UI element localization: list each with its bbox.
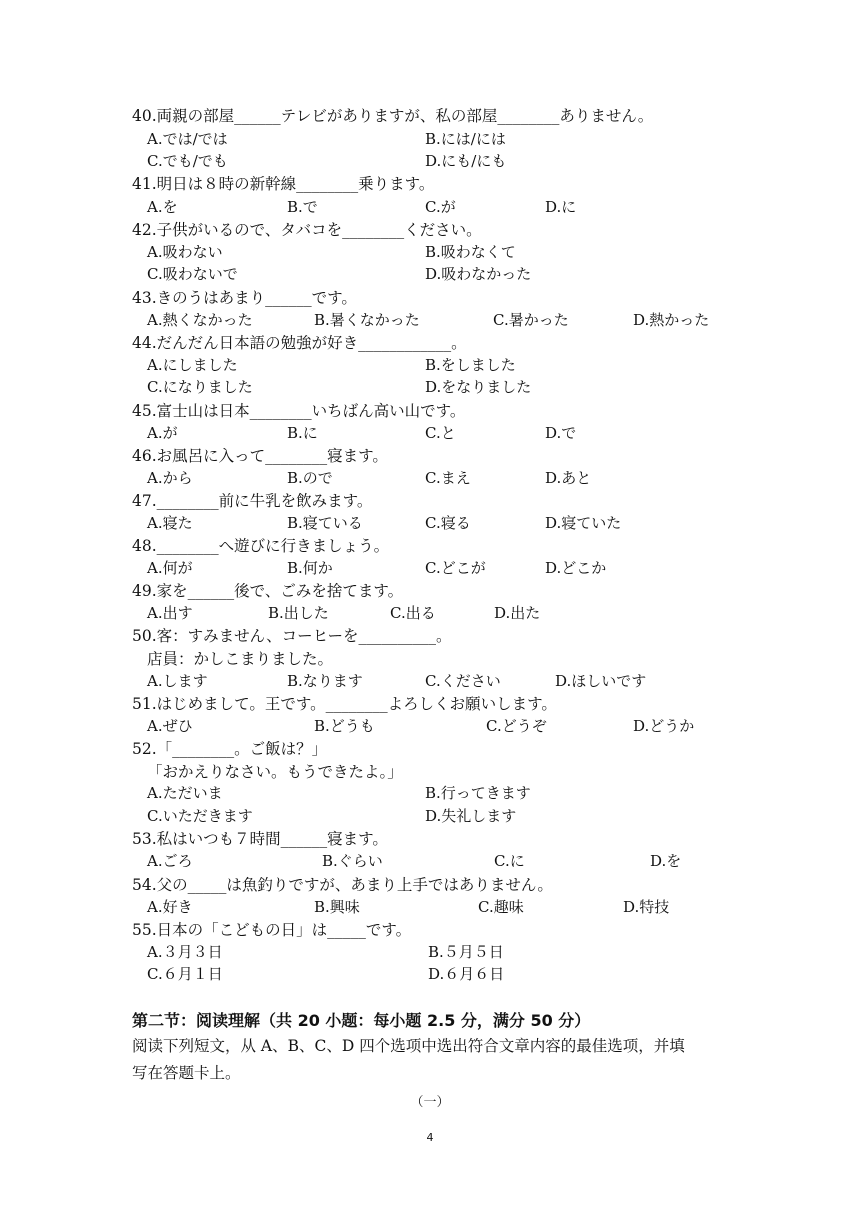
- question-52-option-a: A.ただいま: [147, 784, 223, 802]
- question-41-option-c: C.が: [425, 198, 456, 216]
- question-52-option-d: D.失礼します: [425, 807, 517, 825]
- question-53-option-b: B.ぐらい: [322, 852, 383, 870]
- question-43-option-b: B.暑くなかった: [314, 311, 420, 329]
- question-49-option-c: C.出る: [390, 604, 436, 622]
- question-40-option-b: B.には/には: [425, 130, 506, 148]
- section-2-instruction-line-1: 阅读下列短文，从 A、B、C、D 四个选项中选出符合文章内容的最佳选项，并填: [132, 1037, 685, 1055]
- passage-label: （一）: [410, 1095, 450, 1110]
- question-54-option-a: A.好き: [147, 898, 193, 916]
- question-50-option-a: A.します: [147, 672, 208, 690]
- question-49-stem: 49.家を______後で、ごみを捨てます。: [132, 582, 404, 600]
- question-54-option-b: B.興味: [314, 898, 360, 916]
- question-43-option-d: D.熱かった: [633, 311, 710, 329]
- question-53-option-c: C.に: [494, 852, 525, 870]
- question-47-stem: 47.________前に牛乳を飲みます。: [132, 492, 373, 510]
- question-52-stem: 52.「________。ご飯は？」: [132, 740, 328, 758]
- question-45-option-c: C.と: [425, 424, 456, 442]
- question-50-option-b: B.なります: [287, 672, 363, 690]
- section-2-instruction-line-2: 写在答题卡上。: [132, 1064, 241, 1082]
- question-50-option-c: C.ください: [425, 672, 501, 690]
- question-54-option-c: C.趣味: [478, 898, 524, 916]
- question-52-option-b: B.行ってきます: [425, 784, 531, 802]
- question-46-stem: 46.お風呂に入って________寝ます。: [132, 447, 388, 465]
- question-47-option-b: B.寝ている: [287, 514, 363, 532]
- question-44-stem: 44.だんだん日本語の勉強が好き____________。: [132, 334, 467, 352]
- question-42-option-a: A.吸わない: [147, 243, 223, 261]
- question-51-option-b: B.どうも: [314, 717, 375, 735]
- question-55-option-b: B.５月５日: [428, 943, 504, 961]
- question-44-option-a: A.にしました: [147, 356, 238, 374]
- question-50-option-d: D.ほしいです: [555, 672, 647, 690]
- question-40-option-d: D.にも/にも: [425, 152, 507, 170]
- question-47-option-d: D.寝ていた: [545, 514, 622, 532]
- question-43-option-c: C.暑かった: [493, 311, 569, 329]
- question-48-option-a: A.何が: [147, 559, 193, 577]
- question-48-option-c: C.どこが: [425, 559, 486, 577]
- question-55-option-c: C.６月１日: [147, 965, 223, 983]
- question-41-option-a: A.を: [147, 198, 178, 216]
- question-51-option-a: A.ぜひ: [147, 717, 193, 735]
- question-51-option-c: C.どうぞ: [486, 717, 547, 735]
- question-41-option-d: D.に: [545, 198, 577, 216]
- question-52-dialogue: 「おかえりなさい。もうできたよ。」: [147, 763, 403, 781]
- question-53-option-a: A.ごろ: [147, 852, 193, 870]
- question-46-option-b: B.ので: [287, 469, 333, 487]
- question-53-option-d: D.を: [650, 852, 682, 870]
- question-54-stem: 54.父の_____は魚釣りですが、あまり上手ではありません。: [132, 876, 553, 894]
- question-40-stem: 40.両親の部屋______テレビがありますが、私の部屋________ありません。: [132, 107, 654, 125]
- question-55-stem: 55.日本の「こどもの日」は_____です。: [132, 921, 412, 939]
- question-42-stem: 42.子供がいるので、タバコを________ください。: [132, 221, 482, 239]
- question-40-option-a: A.では/では: [147, 130, 228, 148]
- question-43-option-a: A.熱くなかった: [147, 311, 253, 329]
- question-46-option-c: C.まえ: [425, 469, 471, 487]
- question-46-option-d: D.あと: [545, 469, 592, 487]
- question-49-option-a: A.出す: [147, 604, 193, 622]
- question-50-dialogue: 店員：かしこまりました。: [147, 650, 334, 668]
- question-41-stem: 41.明日は８時の新幹線________乗ります。: [132, 175, 435, 193]
- question-51-stem: 51.はじめまして。王です。________よろしくお願いします。: [132, 695, 557, 713]
- question-48-stem: 48.________へ遊びに行きましょう。: [132, 537, 390, 555]
- question-49-option-d: D.出た: [494, 604, 541, 622]
- question-45-option-b: B.に: [287, 424, 318, 442]
- question-51-option-d: D.どうか: [633, 717, 695, 735]
- question-53-stem: 53.私はいつも７時間______寝ます。: [132, 830, 388, 848]
- question-43-stem: 43.きのうはあまり______です。: [132, 289, 357, 307]
- page-number: 4: [426, 1131, 434, 1144]
- question-40-option-c: C.でも/でも: [147, 152, 228, 170]
- question-52-option-c: C.いただきます: [147, 807, 253, 825]
- question-44-option-b: B.をしました: [425, 356, 516, 374]
- question-55-option-a: A.３月３日: [147, 943, 223, 961]
- question-48-option-d: D.どこか: [545, 559, 607, 577]
- question-44-option-c: C.になりました: [147, 378, 253, 396]
- question-50-stem: 50.客：すみません、コーヒーを__________。: [132, 627, 452, 645]
- question-44-option-d: D.をなりました: [425, 378, 532, 396]
- question-47-option-a: A.寝た: [147, 514, 193, 532]
- question-42-option-c: C.吸わないで: [147, 265, 238, 283]
- question-55-option-d: D.６月６日: [428, 965, 505, 983]
- question-45-stem: 45.富士山は日本________いちばん高い山です。: [132, 402, 466, 420]
- question-42-option-b: B.吸わなくて: [425, 243, 516, 261]
- question-42-option-d: D.吸わなかった: [425, 265, 532, 283]
- question-49-option-b: B.出した: [268, 604, 329, 622]
- question-41-option-b: B.で: [287, 198, 318, 216]
- question-48-option-b: B.何か: [287, 559, 333, 577]
- question-46-option-a: A.から: [147, 469, 193, 487]
- question-45-option-a: A.が: [147, 424, 178, 442]
- section-2-title: 第二节：阅读理解（共 20 小题：每小题 2.5 分，满分 50 分）: [132, 1011, 591, 1030]
- question-45-option-d: D.で: [545, 424, 577, 442]
- question-47-option-c: C.寝る: [425, 514, 471, 532]
- question-54-option-d: D.特技: [623, 898, 670, 916]
